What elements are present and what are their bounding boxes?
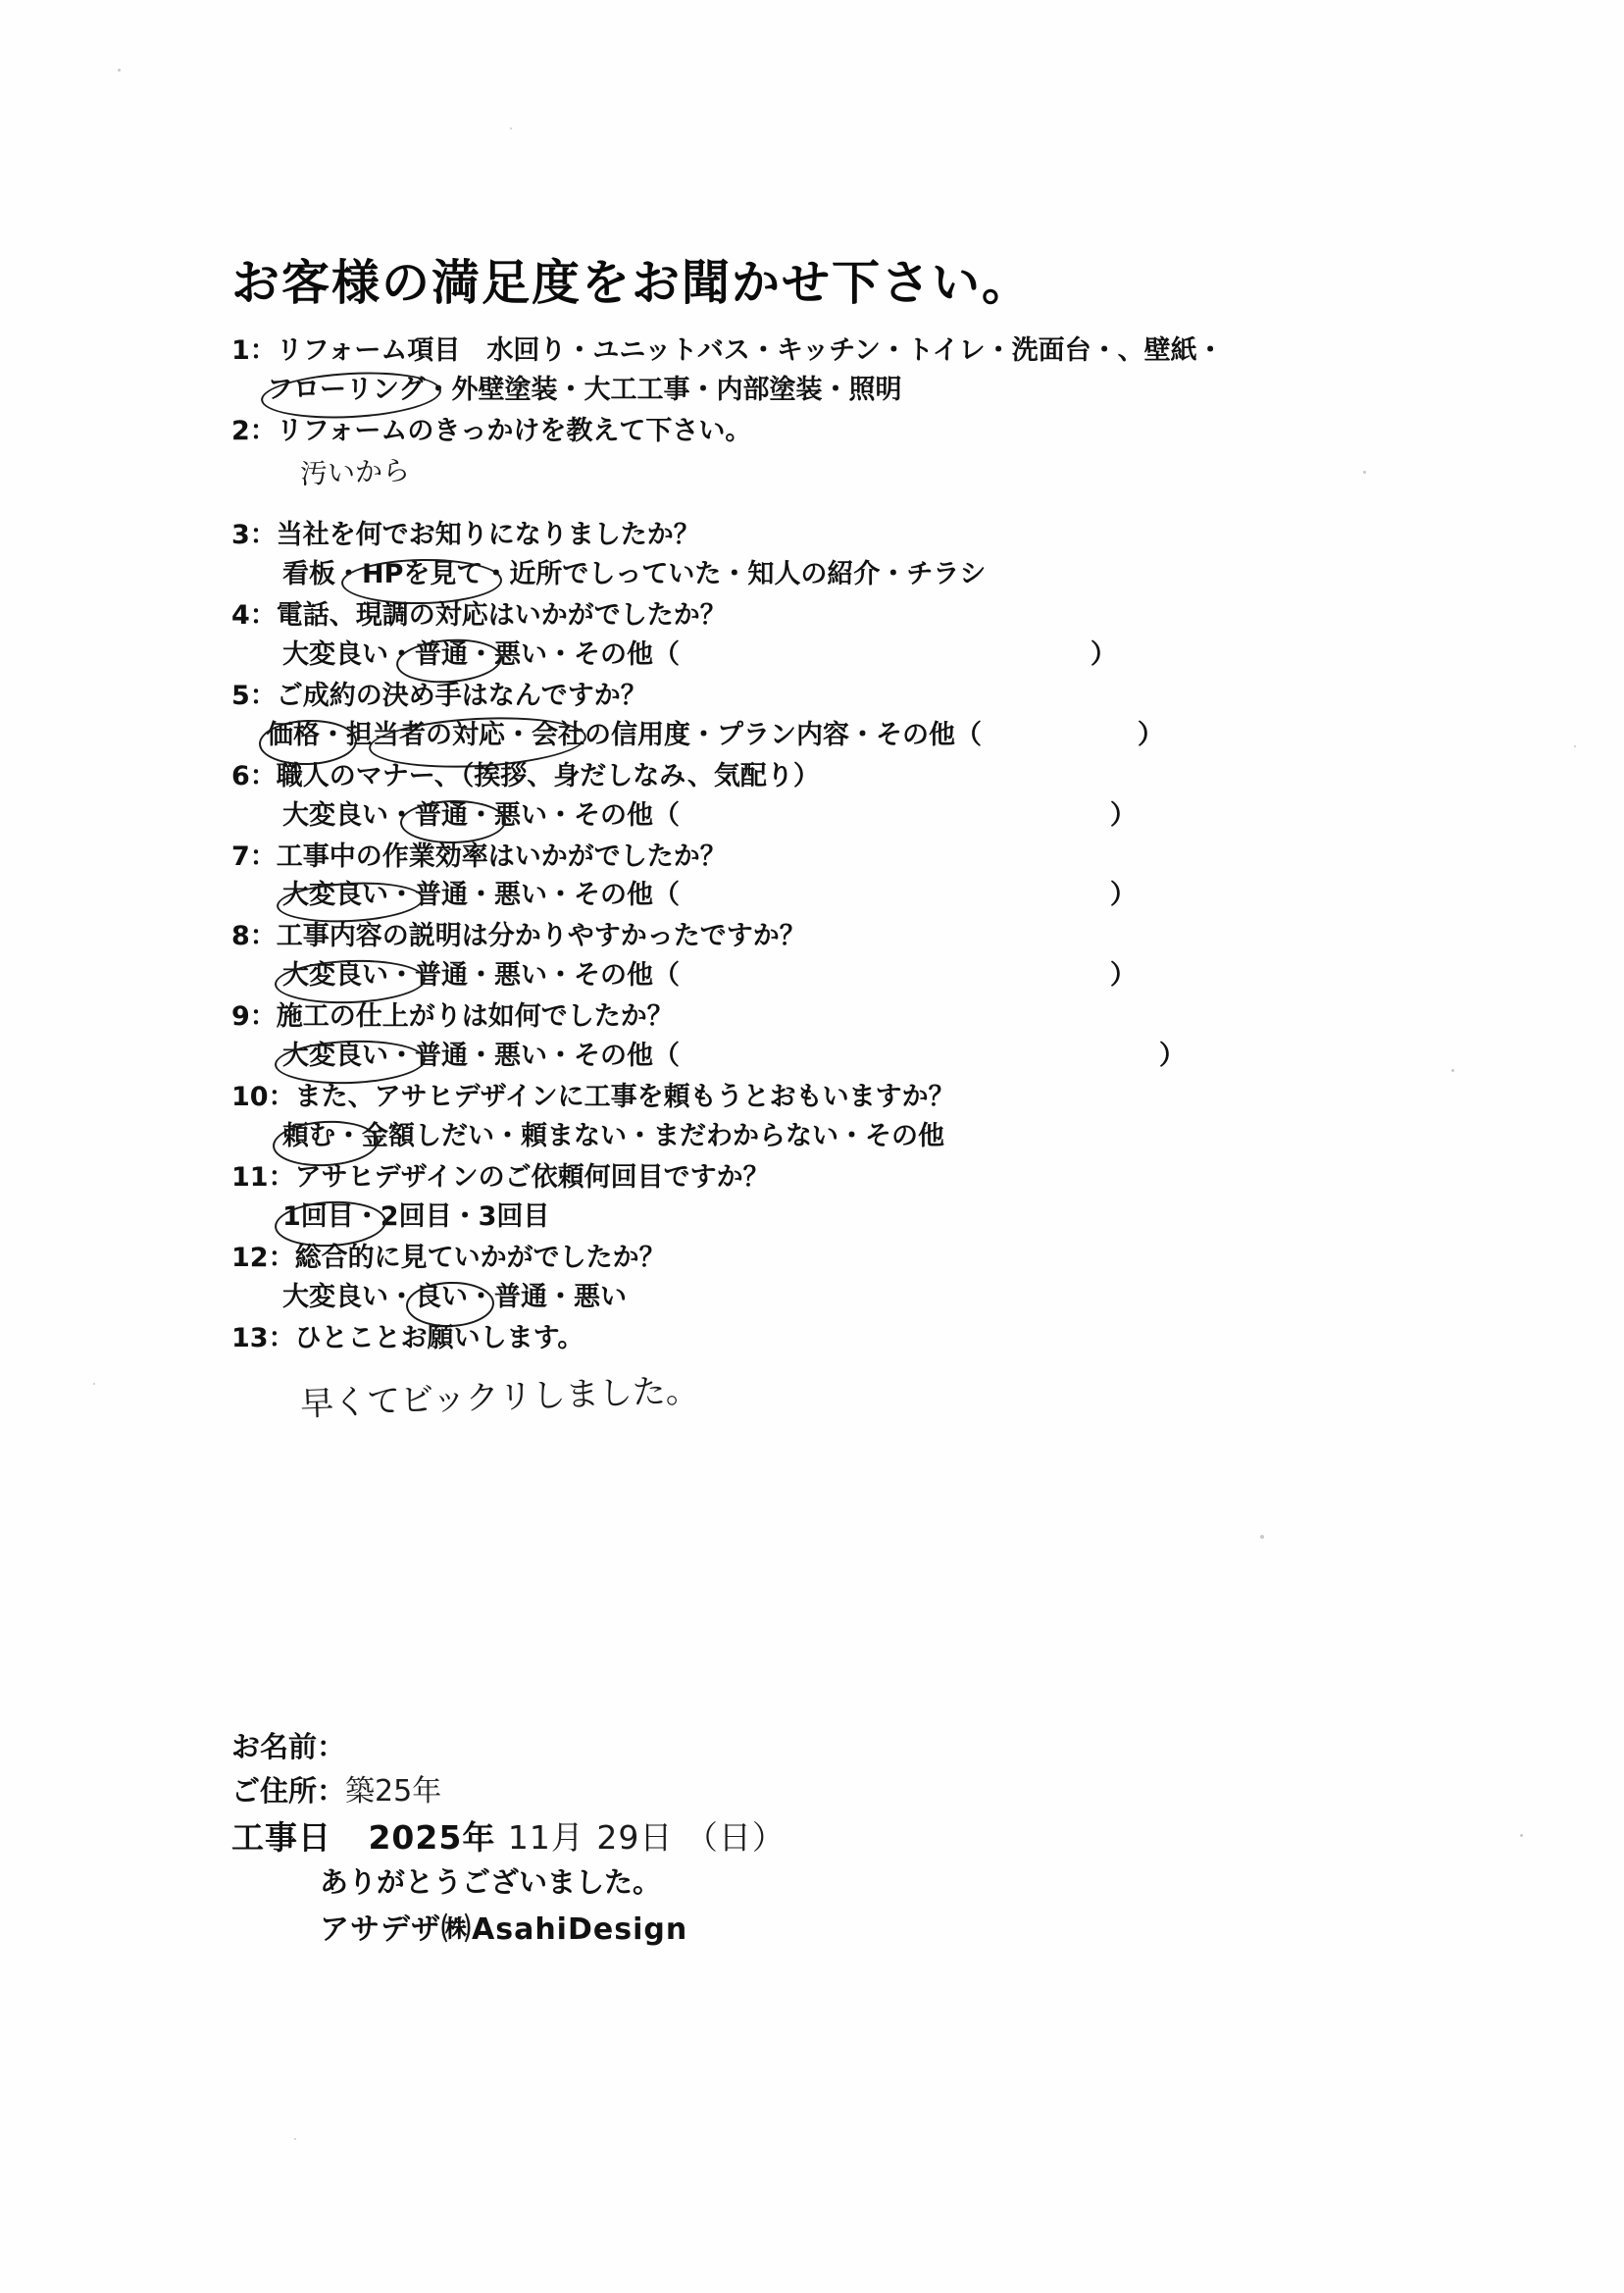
scan-speck xyxy=(1574,745,1576,747)
question-3 xyxy=(231,516,1467,594)
question-1-options: フローリング・外壁塗装・大工工事・内部塗装・照明 xyxy=(267,374,902,405)
question-8-options-close: ） xyxy=(1109,960,1137,992)
question-8-options-text: 大変良い・普通・悪い・その他（ xyxy=(282,960,680,992)
question-12-options: 大変良い・良い・普通・悪い xyxy=(282,1282,627,1313)
question-7-options-close: ） xyxy=(1109,880,1137,911)
footer-block xyxy=(231,1726,1408,1948)
question-1 xyxy=(231,331,1467,410)
question-3-text: 3：当社を何でお知りになりましたか？ xyxy=(231,519,700,550)
question-4-options xyxy=(231,636,1467,675)
question-8-options xyxy=(231,956,1467,995)
scan-speck xyxy=(1520,1834,1523,1837)
question-3-options: 看板・HPを見て・近所でしっていた・知人の紹介・チラシ xyxy=(282,558,987,589)
question-7-text: 7：工事中の作業効率はいかがでしたか？ xyxy=(231,841,727,872)
question-10-options: 頼む・金額しだい・頼まない・まだわからない・その他 xyxy=(282,1121,944,1152)
question-10-text: 10：また、アサヒデザインに工事を頼もうとおもいますか？ xyxy=(231,1082,955,1113)
scan-speck xyxy=(510,127,512,129)
question-6-options-text: 大変良い・普通・悪い・その他（ xyxy=(282,799,680,831)
scan-speck xyxy=(294,2138,296,2140)
scan-speck xyxy=(93,1383,95,1385)
address-row xyxy=(231,1769,1408,1813)
question-9-options-text: 大変良い・普通・悪い・その他（ xyxy=(282,1041,680,1072)
question-1-text: 1：リフォーム項目 水回り・ユニットバス・キッチン・トイレ・洗面台・、壁紙・ xyxy=(231,335,1224,366)
name-row xyxy=(231,1726,1408,1769)
thanks-line: ありがとうございました。 xyxy=(320,1865,662,1899)
address-label: ご住所： xyxy=(231,1773,346,1808)
question-7 xyxy=(231,838,1467,916)
page-title: お客様の満足度をお聞かせ下さい。 xyxy=(231,255,1033,311)
question-5-options-close: ） xyxy=(1137,719,1164,750)
name-label: お名前： xyxy=(231,1730,346,1763)
construction-date-row xyxy=(231,1813,1408,1862)
question-6-options xyxy=(231,796,1467,836)
date-label: 工事日 xyxy=(231,1817,331,1857)
question-2-handwritten-answer: 汚いから xyxy=(299,453,411,490)
question-6-options-close: ） xyxy=(1109,799,1137,831)
date-month: 11月 xyxy=(507,1817,584,1857)
question-13-handwritten-answer: 早くてビックリしました。 xyxy=(299,1370,700,1425)
question-13-text: 13：ひとことお願いします。 xyxy=(231,1322,584,1353)
date-weekday: （日） xyxy=(685,1817,786,1857)
question-2-text: 2：リフォームのきっかけを教えて下さい。 xyxy=(231,415,752,446)
question-7-options-text: 大変良い・普通・悪い・その他（ xyxy=(282,880,680,911)
scan-speck xyxy=(118,69,121,72)
question-13 xyxy=(231,1319,1467,1466)
company-name: アサデザ㈱AsahiDesign xyxy=(320,1911,688,1947)
address-value: 築25年 xyxy=(345,1773,442,1809)
question-11-options: 1回目・2回目・3回目 xyxy=(282,1201,550,1233)
question-9 xyxy=(231,997,1467,1076)
date-year: 2025年 xyxy=(368,1817,496,1857)
question-5-text: 5：ご成約の決め手はなんですか？ xyxy=(231,680,647,711)
question-2 xyxy=(231,412,1467,514)
question-10 xyxy=(231,1078,1467,1156)
question-9-options xyxy=(231,1037,1467,1076)
scan-speck xyxy=(1260,1535,1264,1539)
question-6 xyxy=(231,757,1467,836)
question-4-text: 4：電話、現調の対応はいかがでしたか？ xyxy=(231,599,727,631)
question-12-text: 12：総合的に見ていかがでしたか？ xyxy=(231,1243,666,1274)
question-9-text: 9：施工の仕上がりは如何でしたか？ xyxy=(231,1001,674,1033)
question-9-options-close: ） xyxy=(1158,1041,1186,1072)
question-5 xyxy=(231,677,1467,755)
question-5-options-text: 価格・担当者の対応・会社の信用度・プラン内容・その他（ xyxy=(267,719,982,750)
question-5-options xyxy=(231,716,1467,755)
date-day: 29日 xyxy=(596,1817,674,1857)
survey-body xyxy=(231,245,1467,1468)
question-4-options-text: 大変良い・普通・悪い・その他（ xyxy=(282,638,680,670)
question-12 xyxy=(231,1239,1467,1317)
question-4 xyxy=(231,596,1467,675)
question-11 xyxy=(231,1158,1467,1237)
question-8 xyxy=(231,917,1467,995)
question-7-options xyxy=(231,876,1467,915)
question-6-text: 6：職人のマナー、（挨拶、身だしなみ、気配り） xyxy=(231,760,820,791)
question-4-options-close: ） xyxy=(1090,638,1117,670)
question-8-text: 8：工事内容の説明は分かりやすかったですか？ xyxy=(231,921,806,952)
question-11-text: 11：アサヒデザインのご依頼何回目ですか？ xyxy=(231,1162,770,1194)
